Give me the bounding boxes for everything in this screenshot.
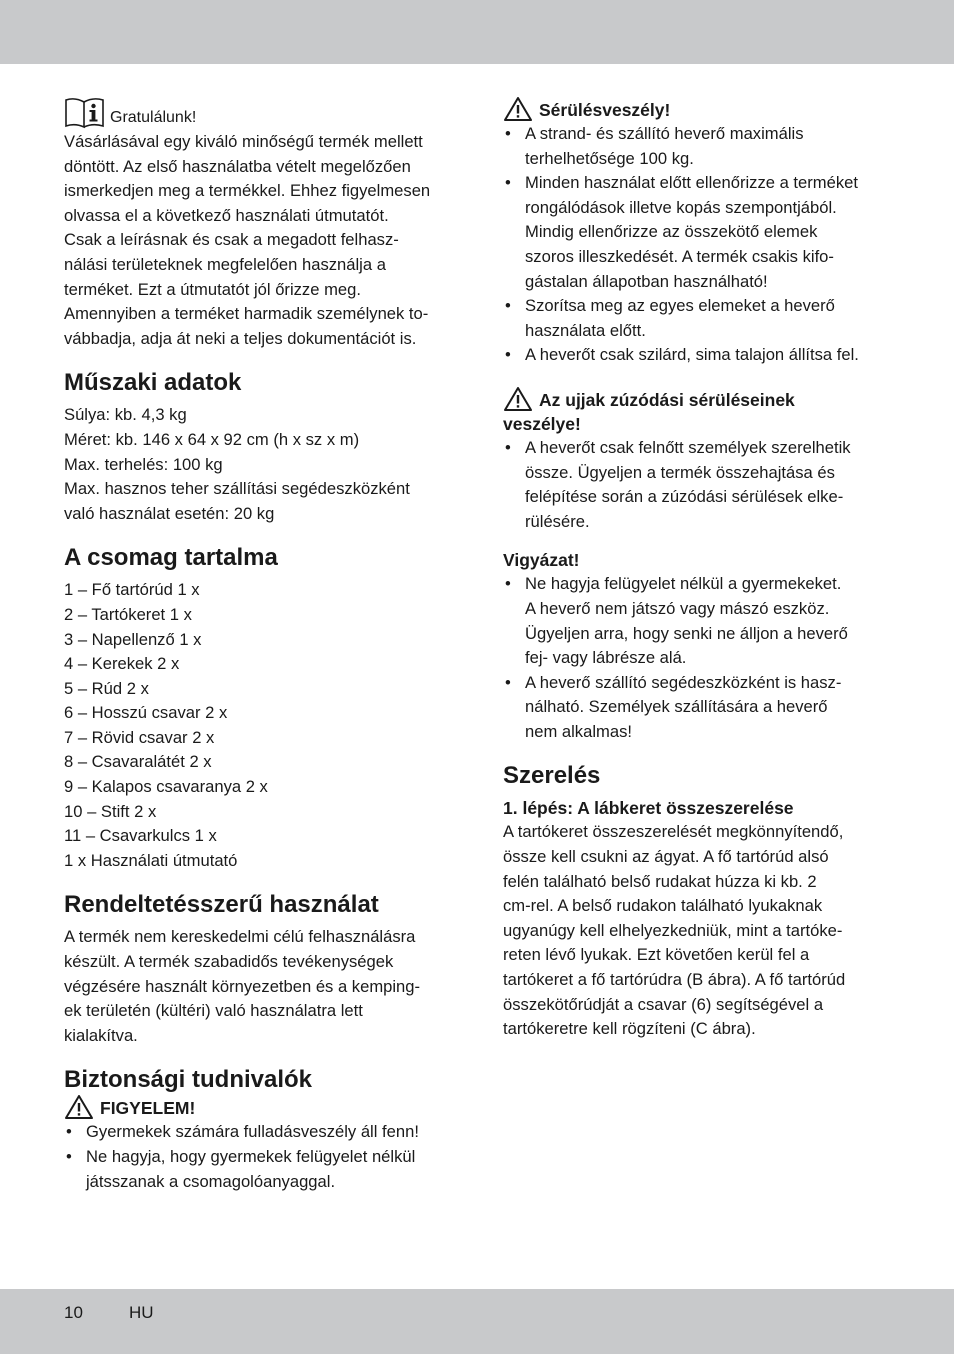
intro-paragraph (64, 130, 456, 351)
bullet-line: • A strand- és szállító heverő maximális (525, 124, 804, 143)
spec-item: Méret: kb. 146 x 64 x 92 cm (h x sz x m) (64, 429, 360, 449)
bullet-line: játsszanak a csomagolóanyaggal. (86, 1171, 336, 1191)
package-heading: A csomag tartalma (64, 544, 278, 572)
warning-triangle-icon (64, 1094, 94, 1120)
text-line: cm-rel. A belső rudakon található lyukaknak (503, 896, 823, 916)
left-column (64, 96, 456, 1194)
finger-label-line2: veszélye! (503, 413, 581, 434)
text-line: készült. A termék szabadidős tevékenységek (64, 952, 394, 972)
text-line: Csak a leírásnak és csak a megadott felhasz- (64, 230, 399, 250)
finger-header (503, 386, 893, 412)
bullet-item (503, 671, 893, 745)
header-bar (0, 0, 954, 64)
warning-triangle-icon (503, 96, 533, 122)
use-paragraph (64, 925, 456, 1048)
specs-list (64, 403, 456, 526)
attention-header (64, 1094, 456, 1120)
language-code: HU (129, 1303, 154, 1322)
page-number: 10 (64, 1303, 83, 1322)
intro-title: Gratulálunk! (110, 109, 197, 126)
text-line: tartókeret a fő tartórúdra (B ábra). A fő tartórúd (503, 970, 846, 990)
injury-label: Sérülésveszély! (539, 100, 671, 120)
assembly-heading: Szerelés (503, 762, 601, 790)
finger-label-line1: Az ujjak zúzódási sérüléseinek (539, 389, 795, 410)
bullet-line: Mindig ellenőrizze az összekötő elemek (525, 222, 818, 242)
text-line: felén található belső rudakat húzza ki kb. 2 (503, 871, 817, 891)
text-line: A tartókeret összeszerelését megkönnyítendő, (503, 822, 844, 842)
specs-heading: Műszaki adatok (64, 369, 242, 397)
text-line: ugyanúgy kell elhelyezkedniük, mint a tartóke- (503, 920, 843, 940)
package-item: 4 – Kerekek 2 x (64, 654, 180, 674)
step1-heading: 1. lépés: A lábkeret összeszerelése (503, 798, 794, 819)
bullet-item (64, 1145, 456, 1194)
right-column (503, 96, 893, 1042)
bullet-line: rülésére. (525, 511, 590, 531)
spec-item: Max. hasznos teher szállítási segédeszközként (64, 479, 410, 499)
spec-item: Súlya: kb. 4,3 kg (64, 405, 187, 425)
bullet-line: • Szorítsa meg az egyes elemeket a heverő (525, 296, 835, 316)
bullet-item (503, 343, 893, 368)
text-line: végzésére használt környezetben és a kemping- (64, 976, 421, 996)
bullet-line: • Ne hagyja felügyelet nélkül a gyermekeket. (525, 574, 842, 594)
spec-item: Max. terhelés: 100 kg (64, 454, 223, 474)
finger-list (503, 436, 893, 534)
bullet-item (503, 572, 893, 670)
bullet-line: felépítése során a zúzódási sérülések elke- (525, 487, 844, 507)
info-book-icon (64, 96, 106, 130)
bullet-line: • Minden használat előtt ellenőrizze a terméket (525, 173, 858, 193)
bullet-line: rongálódások illetve kopás szempontjából. (525, 197, 837, 217)
bullet-line: össze. Ügyeljen a termék összehajtása és (525, 462, 835, 482)
package-item: 9 – Kalapos csavaranya 2 x (64, 777, 268, 797)
spec-item: való használat esetén: 20 kg (64, 503, 275, 523)
bullet-line: A heverő nem játszó vagy mászó eszköz. (525, 598, 830, 618)
bullet-item (503, 171, 893, 294)
text-line: terméket. Ezt a útmutatót jól őrizze meg. (64, 279, 361, 299)
package-item: 11 – Csavarkulcs 1 x (64, 826, 217, 846)
text-line: Vásárlásával egy kiváló minőségű termék mellett (64, 132, 423, 151)
caution-list (503, 572, 893, 744)
bullet-item (503, 436, 893, 534)
bullet-line: gástalan állapotban használható! (525, 271, 768, 291)
bullet-item (503, 122, 893, 171)
package-item: 3 – Napellenző 1 x (64, 629, 202, 649)
bullet-line: használata előtt. (525, 320, 646, 340)
bullet-item (64, 1120, 456, 1145)
caution-label: Vigyázat! (503, 550, 580, 571)
attention-list (64, 1120, 456, 1194)
package-item: 10 – Stift 2 x (64, 801, 157, 821)
attention-label: FIGYELEM! (100, 1098, 196, 1119)
text-line: kialakítva. (64, 1025, 138, 1045)
text-line: tartókeretre kell rögzíteni (C ábra). (503, 1019, 756, 1039)
package-item: 1 x Használati útmutató (64, 850, 238, 870)
bullet-line: Ügyeljen arra, hogy senki ne álljon a heverő (525, 623, 848, 643)
bullet-line: • Ne hagyja, hogy gyermekek felügyelet nélkül (86, 1147, 416, 1166)
text-line: reten lévő lyukak. Ezt követően kerül fel a (503, 945, 810, 965)
use-heading: Rendeltetésszerű használat (64, 891, 379, 919)
bullet-line: terhelhetősége 100 kg. (525, 148, 694, 168)
text-line: össze kell csukni az ágyat. A fő tartórúd alsó (503, 847, 829, 867)
step1-paragraph (503, 820, 893, 1041)
text-line: döntött. Az első használatba vételt megelőzően (64, 156, 411, 176)
bullet-item (503, 294, 893, 343)
text-line: ek területén (kültéri) való használatra lett (64, 1001, 363, 1021)
bullet-line: • A heverőt csak felnőtt személyek szerelhetik (525, 437, 851, 457)
bullet-line: • A heverőt csak szilárd, sima talajon állítsa fel. (525, 345, 859, 365)
package-list (64, 578, 456, 873)
bullet-line: nem alkalmas! (525, 721, 632, 741)
text-line: A termék nem kereskedelmi célú felhasználásra (64, 927, 416, 947)
bullet-line: nálható. Személyek szállítására a heverő (525, 697, 828, 717)
text-line: vábbadja, adja át neki a teljes dokumentációt is. (64, 328, 417, 348)
injury-header (503, 96, 893, 122)
intro-header (64, 96, 456, 130)
text-line: összekötőrúdját a csavar (6) segítségével a (503, 994, 824, 1014)
bullet-line: szoros illeszkedését. A termék csakis kifo- (525, 246, 834, 266)
text-line: olvassa el a következő használati útmutatót. (64, 205, 389, 225)
text-line: Amennyiben a terméket harmadik személynek to- (64, 304, 429, 324)
package-item: 2 – Tartókeret 1 x (64, 604, 192, 624)
safety-heading: Biztonsági tudnivalók (64, 1066, 313, 1094)
package-item: 8 – Csavaralátét 2 x (64, 752, 212, 772)
text-line: ismerkedjen meg a termékkel. Ehhez figyelmesen (64, 181, 431, 201)
bullet-line: • A heverő szállító segédeszközként is hasz- (525, 672, 842, 692)
package-item: 1 – Fő tartórúd 1 x (64, 580, 200, 600)
text-line: nálási területeknek megfelelően használja a (64, 254, 386, 274)
package-item: 7 – Rövid csavar 2 x (64, 727, 215, 747)
package-item: 5 – Rúd 2 x (64, 678, 149, 698)
injury-list (503, 122, 893, 368)
bullet-line: • Gyermekek számára fulladásveszély áll fenn! (86, 1122, 419, 1142)
bullet-line: fej- vagy lábrésze alá. (525, 648, 687, 668)
package-item: 6 – Hosszú csavar 2 x (64, 703, 228, 723)
warning-triangle-icon (503, 386, 533, 412)
